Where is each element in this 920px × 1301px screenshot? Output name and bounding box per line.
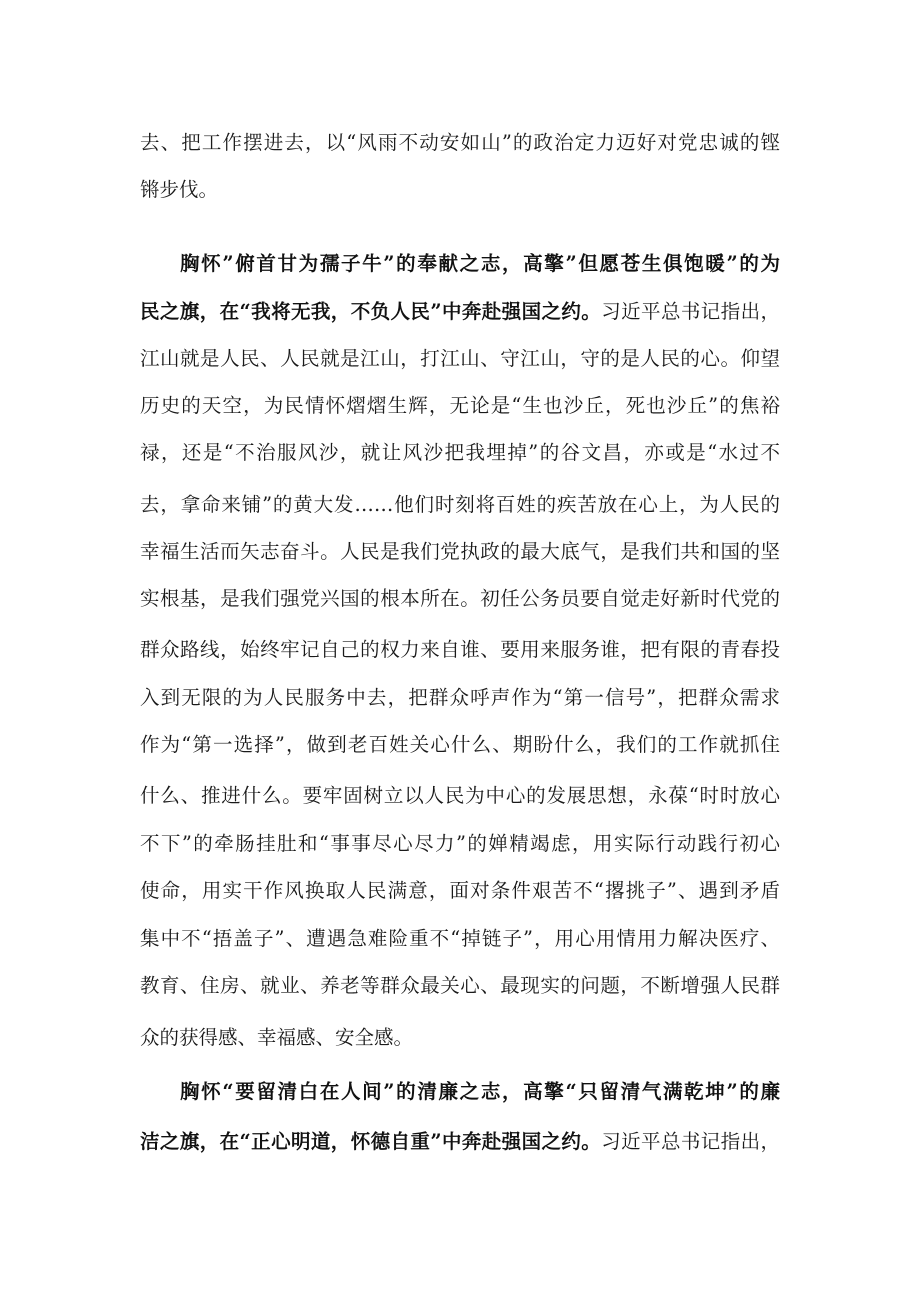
text-segment: 作为“第一选择”，做到老百姓关心什么、期盼什么，我们的工作就抓住 <box>140 733 780 756</box>
text-line <box>140 438 780 468</box>
text-line <box>140 1127 780 1157</box>
text-line <box>140 391 780 421</box>
text-line <box>140 128 780 158</box>
text-segment: 群众路线，始终牢记自己的权力来自谁、要用来服务谁，把有限的青春投 <box>140 638 780 661</box>
text-line <box>180 249 780 279</box>
text-segment: 去、把工作摆进去，以“风雨不动安如山”的政治定力迈好对党忠诚的铿 <box>140 131 780 154</box>
text-line <box>140 175 218 205</box>
bold-heading-segment: 胸怀“要留清白在人间”的清廉之志，高擎“只留清气满乾坤”的廉 <box>180 1080 780 1103</box>
text-line <box>140 781 780 811</box>
text-segment: 入到无限的为人民服务中去，把群众呼声作为“第一信号”，把群众需求 <box>140 686 780 709</box>
text-segment: 习近平总书记指出， <box>601 300 780 323</box>
text-segment: 禄，还是“不治服风沙，就让风沙把我埋掉”的谷文昌，亦或是“水过不 <box>140 441 780 464</box>
text-segment: 去，拿命来铺”的黄大发……他们时刻将百姓的疾苦放在心上，为人民的 <box>140 493 780 516</box>
document-body <box>140 0 780 1301</box>
text-segment: 众的获得感、幸福感、安全感。 <box>140 1026 414 1049</box>
text-line <box>140 584 780 614</box>
text-segment: 历史的天空，为民情怀熠熠生辉，无论是“生也沙丘，死也沙丘”的焦裕 <box>140 394 780 417</box>
text-line <box>140 683 780 713</box>
text-segment: 江山就是人民、人民就是江山，打江山、守江山，守的是人民的心。仰望 <box>140 347 780 370</box>
text-segment: 教育、住房、就业、养老等群众最关心、最现实的问题，不断增强人民群 <box>140 974 780 997</box>
text-line <box>140 730 780 760</box>
text-segment: 习近平总书记指出， <box>601 1130 780 1153</box>
text-line <box>180 1077 780 1107</box>
text-line <box>140 490 780 520</box>
bold-heading-segment: 洁之旗，在“正心明道，怀德自重”中奔赴强国之约。 <box>140 1130 602 1153</box>
text-line <box>140 537 780 567</box>
text-line <box>140 829 780 859</box>
text-segment: 实根基，是我们强党兴国的根本所在。初任公务员要自觉走好新时代党的 <box>140 587 780 610</box>
text-segment: 幸福生活而矢志奋斗。人民是我们党执政的最大底气，是我们共和国的坚 <box>140 540 780 563</box>
text-segment: 集中不“捂盖子”、遭遇急难险重不“掉链子”，用心用情用力解决医疗、 <box>140 927 780 950</box>
text-line <box>140 635 780 665</box>
text-segment: 使命，用实干作风换取人民满意，面对条件艰苦不“撂挑子”、遇到矛盾 <box>140 879 780 902</box>
text-line <box>140 924 780 954</box>
text-line <box>140 876 780 906</box>
bold-heading-segment: 民之旗，在“我将无我，不负人民”中奔赴强国之约。 <box>140 300 602 323</box>
text-segment: 不下”的牵肠挂肚和“事事尽心尽力”的婵精竭虑，用实际行动践行初心 <box>140 832 780 855</box>
text-line <box>140 971 780 1001</box>
text-segment: 什么、推进什么。要牢固树立以人民为中心的发展思想，永葆“时时放心 <box>140 784 780 807</box>
bold-heading-segment: 胸怀”俯首甘为孺子牛”的奉献之志，高擎”但愿苍生俱饱暖”的为 <box>180 252 780 275</box>
text-line <box>140 1023 413 1053</box>
text-segment: 锵步伐。 <box>140 178 219 201</box>
text-line <box>140 344 780 374</box>
text-line <box>140 297 780 327</box>
